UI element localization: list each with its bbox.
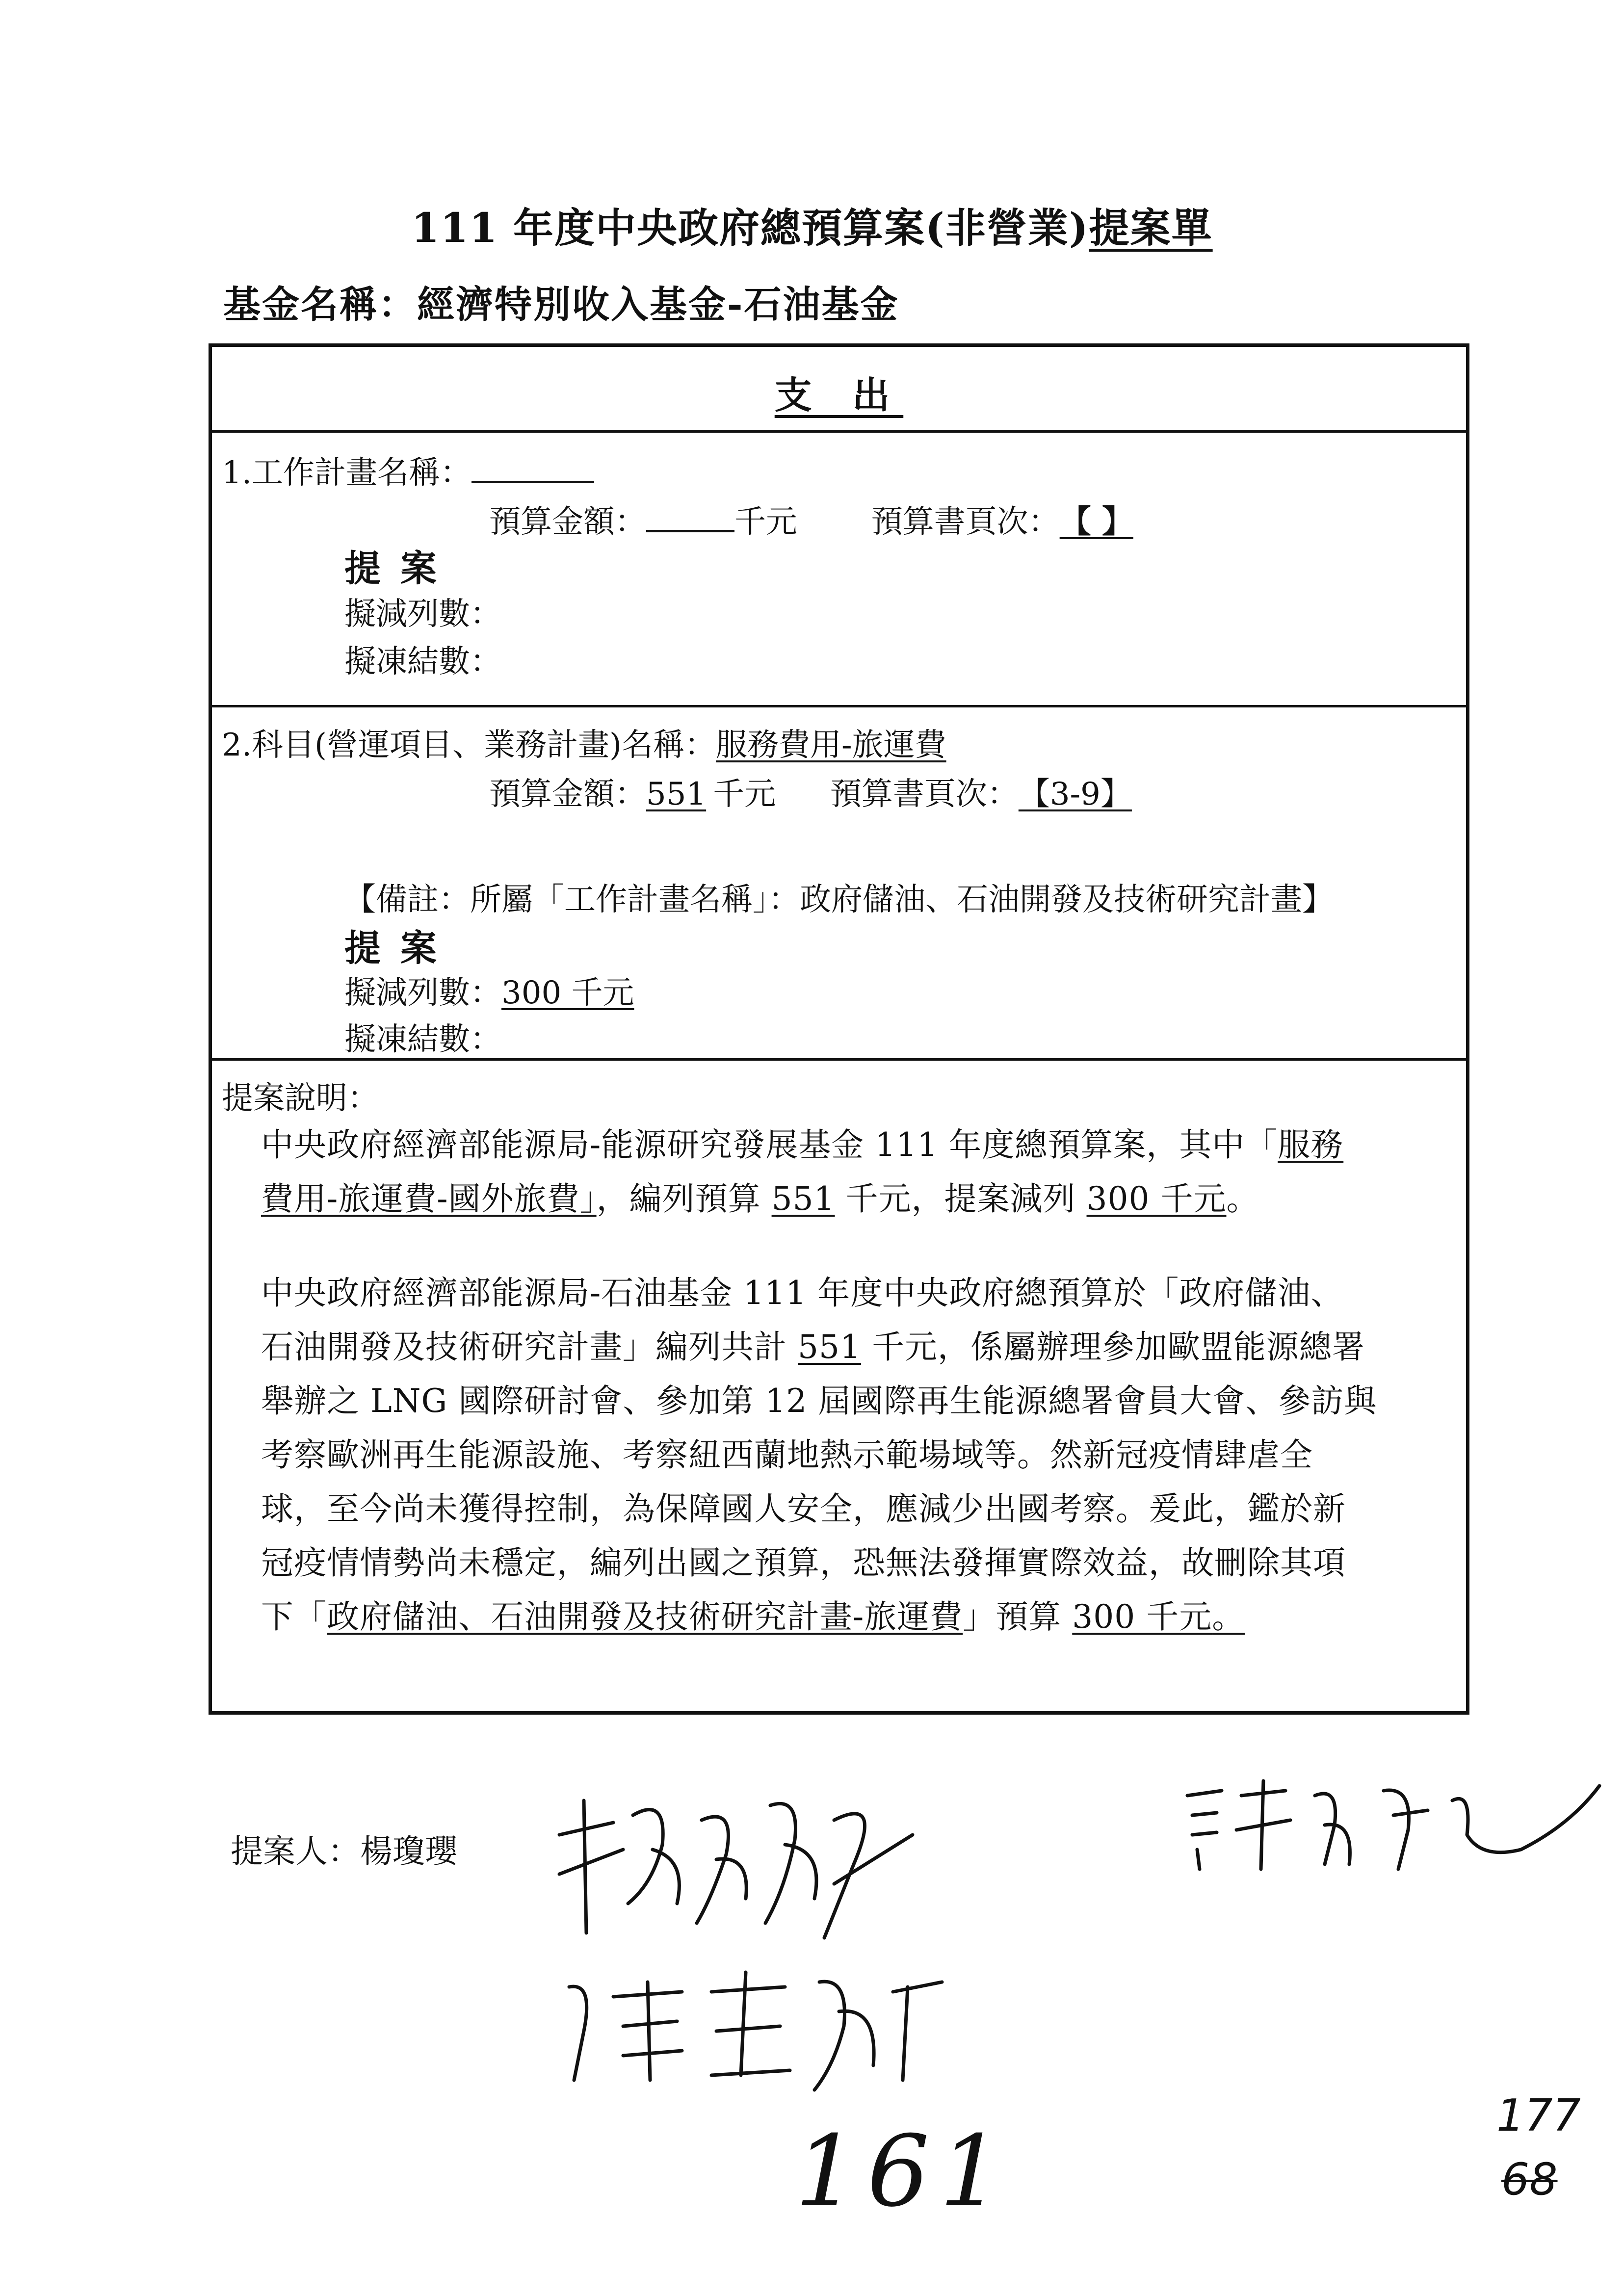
item2-reduce-value: 300 千元 <box>501 975 634 1011</box>
item1-row <box>212 433 1466 707</box>
margin-number-bottom: 68 <box>1501 2154 1558 2205</box>
proposal-table <box>209 343 1469 1715</box>
p2-l2-c: 千元，係屬辦理參加歐盟能源總署 <box>861 1328 1365 1366</box>
p2-l2-a: 石油開發及技術研究計畫」編列共計 <box>261 1328 798 1366</box>
item1-budget-label: 預算金額： <box>489 504 646 540</box>
item2-unit: 千元 <box>713 776 776 812</box>
title-tail: 提案單 <box>1089 205 1213 252</box>
p2-l7-c: 」預算 <box>963 1598 1073 1636</box>
p2-l7-b: 政府儲油、石油開發及技術研究計畫-旅運費 <box>327 1598 963 1636</box>
p1-l1-b: 服務 <box>1278 1126 1344 1164</box>
item2-page-value: 【3-9】 <box>1018 776 1132 812</box>
p1-l2-a: 費用-旅運費-國外旅費」 <box>261 1180 597 1218</box>
fund-name-line <box>223 275 899 328</box>
item2-label-line <box>222 720 946 765</box>
document-title <box>0 196 1624 254</box>
page-number: 161 <box>795 2114 1012 2229</box>
item2-reduce-label: 擬減列數： <box>344 975 501 1011</box>
explanation-p2-line4: 考察歐洲再生能源設施、考察紐西蘭地熱示範場域等。然新冠疫情肆虐全 <box>261 1436 1313 1474</box>
fund-name: 經濟特別收入基金-石油基金 <box>417 283 899 326</box>
proposer-name: 楊瓊瓔 <box>360 1832 457 1870</box>
explanation-p2-line3: 舉辦之 LNG 國際研討會、參加第 12 屆國際再生能源總署會員大會、參訪與 <box>261 1382 1377 1420</box>
explanation-p1-line2 <box>261 1173 1259 1219</box>
explanation-row <box>212 1061 1466 1713</box>
item1-reduce-label: 擬減列數： <box>344 596 501 632</box>
p2-l7-d: 300 千元 <box>1072 1598 1212 1636</box>
item1-freeze-label: 擬凍結數： <box>344 644 501 680</box>
item2-row <box>212 707 1466 1061</box>
title-main: 111 年度中央政府總預算案(非營業) <box>411 205 1089 252</box>
item1-label: 1.工作計畫名稱： <box>222 455 472 491</box>
item1-page-value: 【 】 <box>1059 503 1133 540</box>
p1-l1-a: 中央政府經濟部能源局-能源研究發展基金 111 年度總預算案，其中「 <box>261 1126 1278 1164</box>
item2-note: 【備註：所屬「工作計畫名稱」：政府儲油、石油開發及技術研究計畫】 <box>344 882 1334 918</box>
item2-page-label: 預算書頁次： <box>830 776 1019 812</box>
proposer-label: 提案人： <box>231 1832 360 1870</box>
item2-budget-label: 預算金額： <box>489 776 646 812</box>
item1-budget-line <box>489 496 1182 542</box>
explanation-p2-line2 <box>261 1321 1365 1367</box>
margin-number-top: 177 <box>1496 2090 1581 2141</box>
item1-name-blank <box>471 455 594 483</box>
explanation-p1-line1 <box>261 1119 1343 1165</box>
item1-label-line <box>222 447 594 493</box>
explanation-p2-line7 <box>261 1591 1245 1637</box>
item2-proposal-heading: 提案 <box>344 927 456 969</box>
item2-budget-value: 551 <box>646 776 707 812</box>
proposer-line <box>231 1825 457 1872</box>
handwritten-signature-3 <box>1178 1766 1609 1879</box>
p1-l2-f: 。 <box>1226 1180 1259 1218</box>
p2-l7-a: 下「 <box>261 1598 327 1636</box>
item2-freeze-label: 擬凍結數： <box>344 1021 501 1058</box>
explanation-p2-line1: 中央政府經濟部能源局-石油基金 111 年度中央政府總預算於「政府儲油、 <box>261 1274 1344 1312</box>
item2-budget-line <box>489 769 1185 814</box>
handwritten-signature-2 <box>554 1953 957 2100</box>
fund-label: 基金名稱： <box>223 283 417 326</box>
explanation-p2-line6: 冠疫情情勢尚未穩定，編列出國之預算，恐無法發揮實際效益，故刪除其項 <box>261 1544 1346 1582</box>
section-title: 支 出 <box>774 373 904 417</box>
explanation-label: 提案說明： <box>222 1080 379 1117</box>
explanation-p2-line5: 球，至今尚未獲得控制，為保障國人安全，應減少出國考察。爰此，鑑於新 <box>261 1490 1346 1528</box>
item1-page-label: 預算書頁次： <box>871 504 1060 540</box>
p1-l2-c: 551 <box>771 1180 835 1218</box>
section-header-row <box>212 347 1466 433</box>
p1-l2-b: ，編列預算 <box>596 1180 772 1218</box>
item1-budget-blank <box>646 504 734 532</box>
item1-unit: 千元 <box>734 504 797 540</box>
item2-subject: 服務費用-旅運費 <box>716 727 946 763</box>
item1-proposal-heading: 提案 <box>344 548 456 590</box>
p1-l2-e: 300 千元 <box>1086 1180 1227 1218</box>
item2-reduce-line <box>344 967 634 1013</box>
handwritten-signature-1 <box>540 1776 981 1953</box>
p2-l7-e: 。 <box>1212 1598 1245 1636</box>
item2-label: 2.科目(營運項目、業務計畫)名稱： <box>222 727 716 763</box>
p1-l2-d: 千元，提案減列 <box>835 1180 1087 1218</box>
p2-l2-b: 551 <box>797 1328 861 1366</box>
